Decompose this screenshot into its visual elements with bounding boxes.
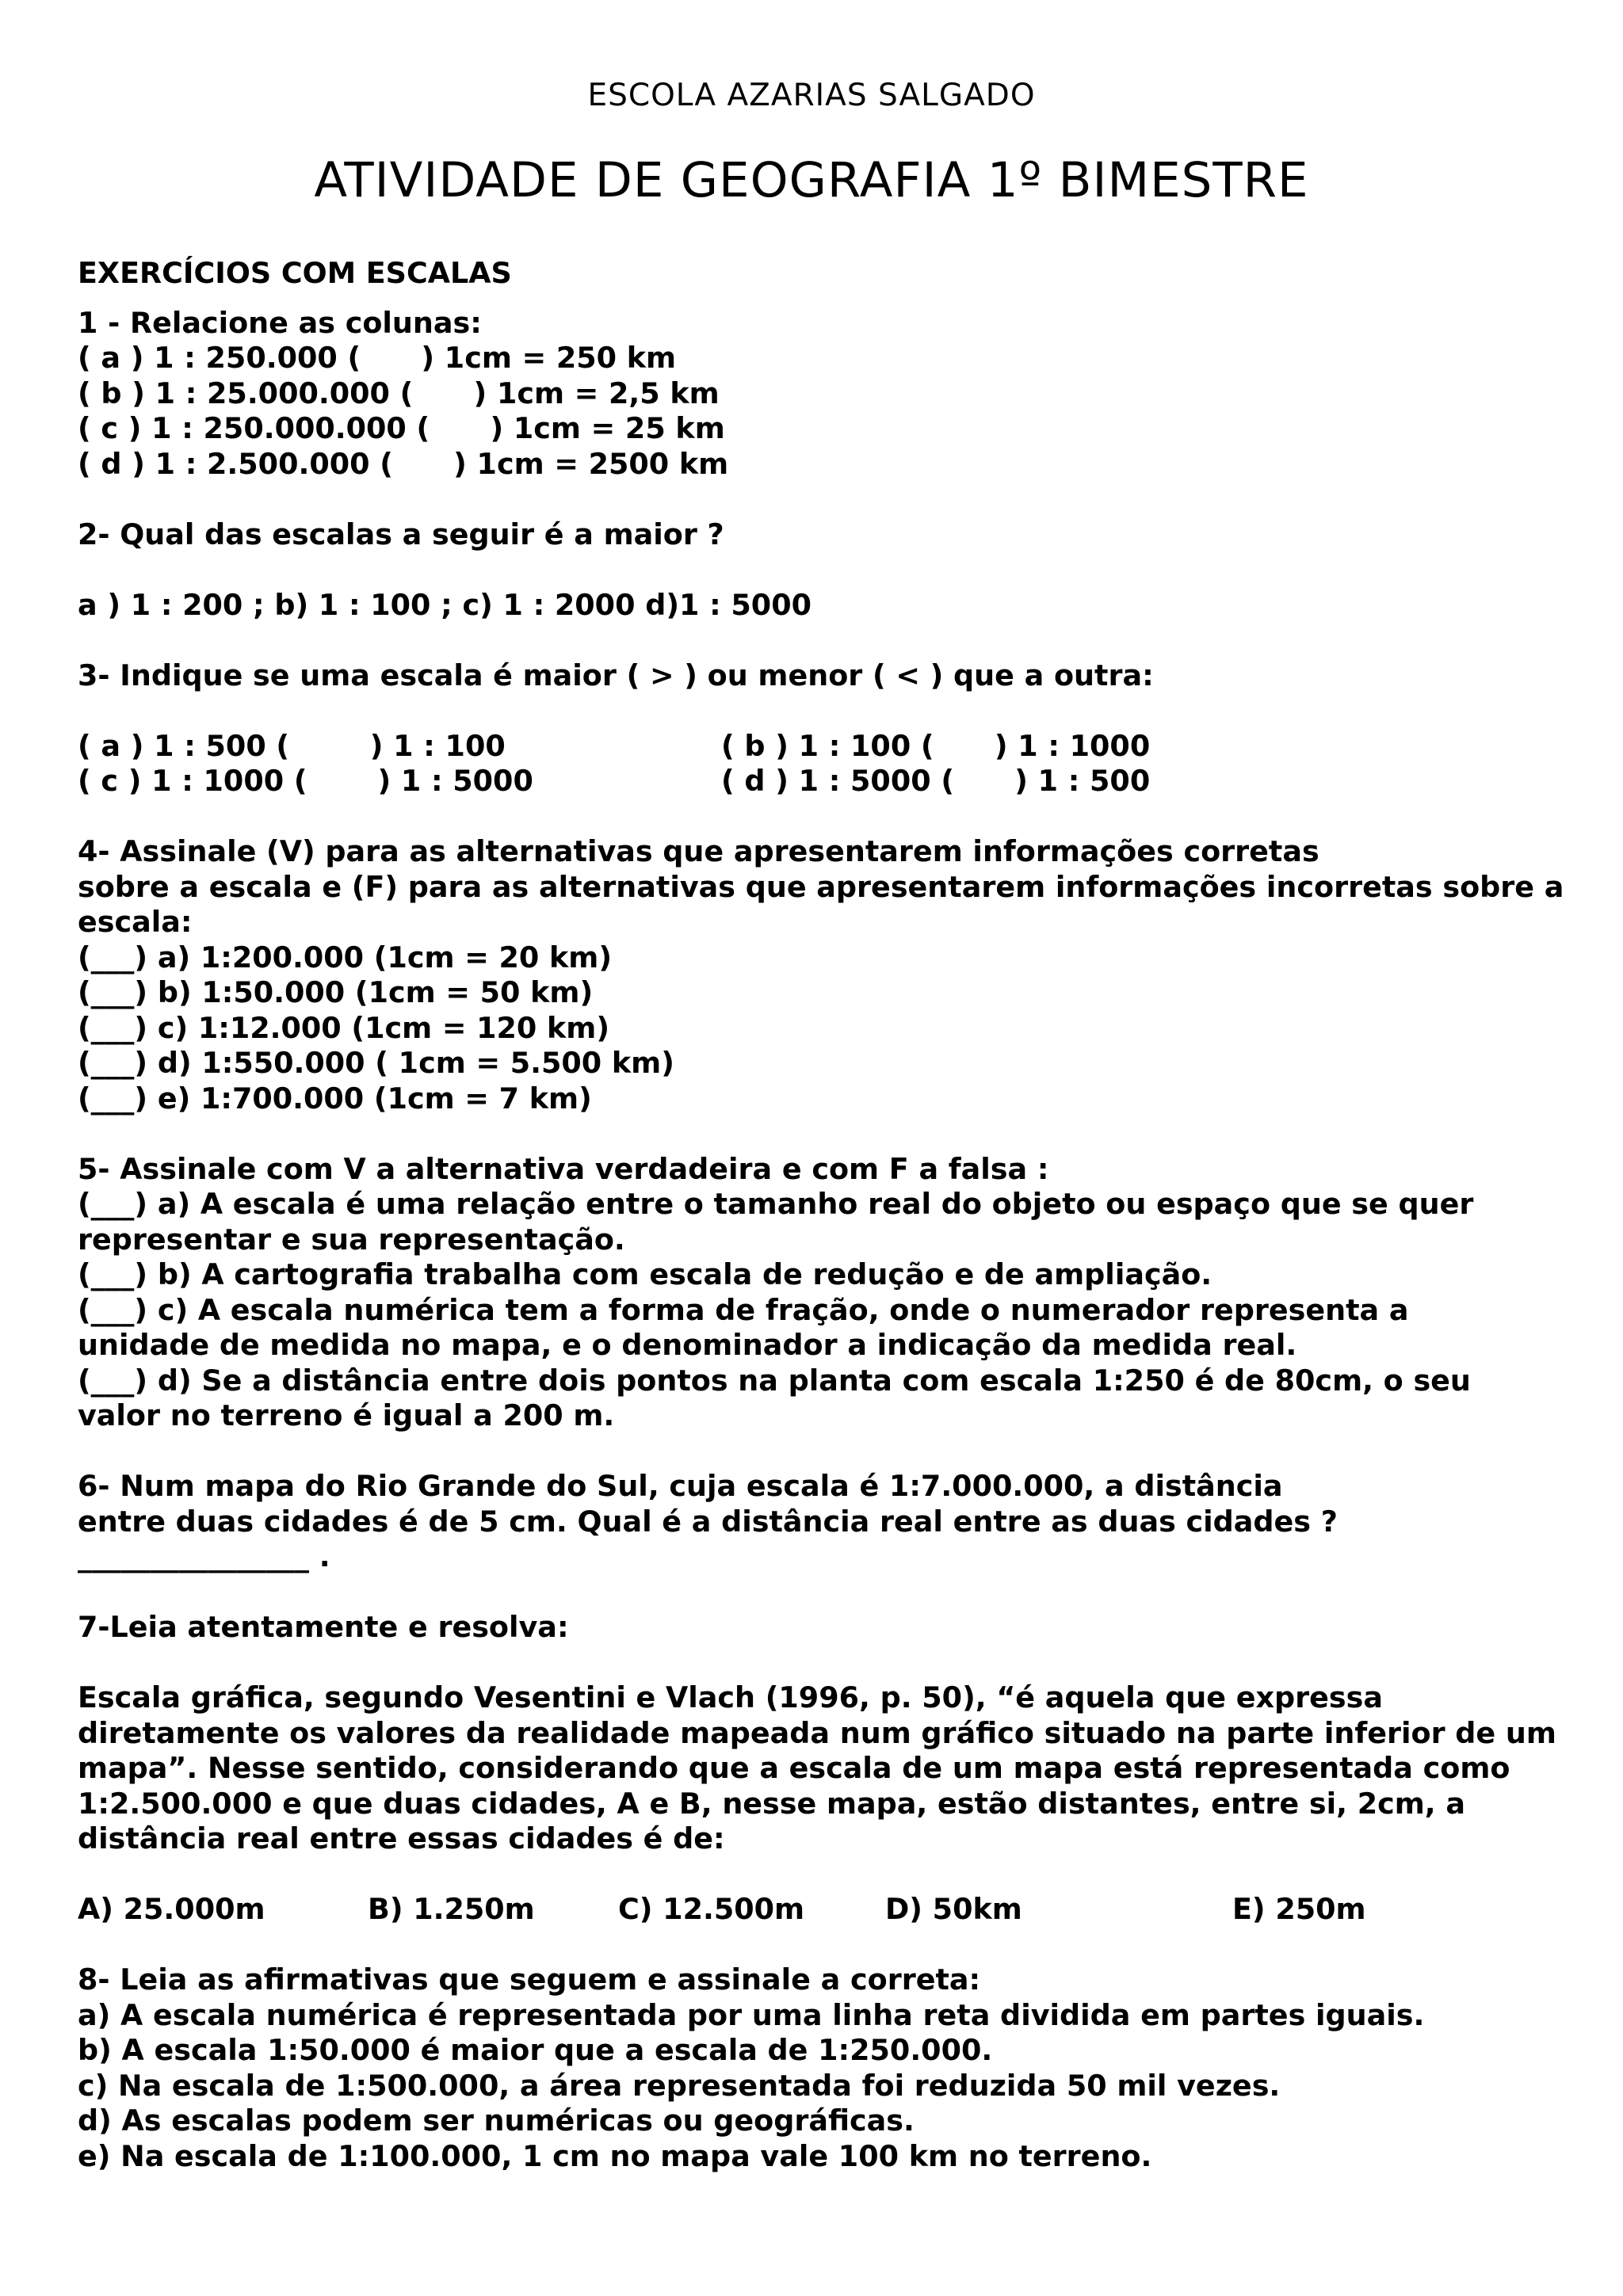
question-8-option: e) Na escala de 1:100.000, 1 cm no mapa vale 100 km no terreno. bbox=[78, 2138, 1152, 2173]
question-5-line: (___) a) A escala é uma relação entre o tamanho real do objeto ou espaço que se quer bbox=[78, 1187, 1474, 1221]
question-3-item: ( a ) 1 : 500 ( ) 1 : 100 bbox=[78, 728, 506, 763]
question-4-prompt: 4- Assinale (V) para as alternativas que apresentarem informações corretas bbox=[78, 834, 1319, 868]
question-7-text: mapa”. Nesse sentido, considerando que a escala de um mapa está representada como bbox=[78, 1751, 1510, 1785]
question-2-prompt: 2- Qual das escalas a seguir é a maior ? bbox=[78, 517, 724, 551]
question-6-line: 6- Num mapa do Rio Grande do Sul, cuja escala é 1:7.000.000, a distância bbox=[78, 1469, 1283, 1503]
page-title: ATIVIDADE DE GEOGRAFIA 1º BIMESTRE bbox=[314, 152, 1309, 208]
question-3-item: ( b ) 1 : 100 ( ) 1 : 1000 bbox=[721, 728, 1151, 763]
question-5-line: unidade de medida no mapa, e o denominador a indicação da medida real. bbox=[78, 1328, 1297, 1362]
question-8-option: a) A escala numérica é representada por uma linha reta dividida em partes iguais. bbox=[78, 1997, 1425, 2032]
question-7 bbox=[78, 1610, 1583, 1928]
question-1 bbox=[78, 306, 1583, 482]
question-6-line: entre duas cidades é de 5 cm. Qual é a distância real entre as duas cidades ? bbox=[78, 1504, 1338, 1539]
question-4-item: (___) c) 1:12.000 (1cm = 120 km) bbox=[78, 1010, 610, 1045]
question-7-option: C) 12.500m bbox=[618, 1892, 805, 1926]
question-4-item: (___) a) 1:200.000 (1cm = 20 km) bbox=[78, 940, 613, 974]
question-4-prompt: escala: bbox=[78, 905, 193, 939]
question-7-prompt: 7-Leia atentamente e resolva: bbox=[78, 1610, 569, 1644]
question-8-option: c) Na escala de 1:500.000, a área representada foi reduzida 50 mil vezes. bbox=[78, 2068, 1281, 2103]
question-1-prompt: 1 - Relacione as colunas: bbox=[78, 305, 482, 340]
question-4-item: (___) d) 1:550.000 ( 1cm = 5.500 km) bbox=[78, 1046, 674, 1080]
question-4 bbox=[78, 834, 1583, 1116]
question-2-options: a ) 1 : 200 ; b) 1 : 100 ; c) 1 : 2000 d)1 : 5000 bbox=[78, 587, 812, 622]
question-5-line: (___) b) A cartografia trabalha com escala de redução e de ampliação. bbox=[78, 1257, 1212, 1291]
question-8 bbox=[78, 1962, 1583, 2174]
question-7-option: E) 250m bbox=[1232, 1892, 1366, 1926]
question-5-line: (___) c) A escala numérica tem a forma de fração, onde o numerador representa a bbox=[78, 1292, 1409, 1327]
question-7-option: D) 50km bbox=[885, 1892, 1022, 1926]
question-7-text: diretamente os valores da realidade mapeada num gráfico situado na parte inferior de um bbox=[78, 1715, 1556, 1750]
question-7-text: 1:2.500.000 e que duas cidades, A e B, nesse mapa, estão distantes, entre si, 2cm, a bbox=[78, 1786, 1465, 1821]
question-5-line: valor no terreno é igual a 200 m. bbox=[78, 1398, 615, 1432]
question-1-line: ( a ) 1 : 250.000 ( ) 1cm = 250 km bbox=[78, 341, 677, 375]
question-6 bbox=[78, 1469, 1583, 1575]
question-2 bbox=[78, 517, 1583, 624]
question-7-text: distância real entre essas cidades é de: bbox=[78, 1821, 725, 1855]
worksheet-body bbox=[78, 256, 1583, 2174]
question-5-prompt: 5- Assinale com V a alternativa verdadeira e com F a falsa : bbox=[78, 1151, 1049, 1186]
question-3-item: ( c ) 1 : 1000 ( ) 1 : 5000 bbox=[78, 764, 533, 798]
question-8-prompt: 8- Leia as afirmativas que seguem e assinale a correta: bbox=[78, 1962, 981, 1997]
school-name: ESCOLA AZARIAS SALGADO bbox=[587, 78, 1036, 113]
question-3-item: ( d ) 1 : 5000 ( ) 1 : 500 bbox=[721, 764, 1151, 798]
question-4-prompt: sobre a escala e (F) para as alternativas que apresentarem informações incorretas sobre a bbox=[78, 869, 1564, 904]
question-5-line: (___) d) Se a distância entre dois pontos na planta com escala 1:250 é de 80cm, o seu bbox=[78, 1363, 1471, 1398]
question-5-line: representar e sua representação. bbox=[78, 1222, 625, 1257]
question-8-option: d) As escalas podem ser numéricas ou geográficas. bbox=[78, 2103, 915, 2138]
section-title: EXERCÍCIOS COM ESCALAS bbox=[78, 256, 512, 290]
question-7-text: Escala gráfica, segundo Vesentini e Vlach (1996, p. 50), “é aquela que expressa bbox=[78, 1680, 1383, 1714]
question-3-prompt: 3- Indique se uma escala é maior ( > ) ou menor ( < ) que a outra: bbox=[78, 658, 1154, 692]
question-5 bbox=[78, 1152, 1583, 1434]
answer-blank: ________________ . bbox=[78, 1539, 330, 1573]
question-3 bbox=[78, 658, 1583, 799]
question-7-option: B) 1.250m bbox=[368, 1892, 535, 1926]
question-3-row bbox=[78, 729, 1583, 765]
question-1-line: ( d ) 1 : 2.500.000 ( ) 1cm = 2500 km bbox=[78, 446, 729, 481]
question-8-option: b) A escala 1:50.000 é maior que a escala de 1:250.000. bbox=[78, 2033, 993, 2067]
question-4-item: (___) e) 1:700.000 (1cm = 7 km) bbox=[78, 1081, 592, 1116]
question-7-options bbox=[78, 1892, 1583, 1928]
question-1-line: ( b ) 1 : 25.000.000 ( ) 1cm = 2,5 km bbox=[78, 376, 720, 410]
question-7-option: A) 25.000m bbox=[78, 1892, 265, 1926]
question-1-line: ( c ) 1 : 250.000.000 ( ) 1cm = 25 km bbox=[78, 411, 725, 445]
question-4-item: (___) b) 1:50.000 (1cm = 50 km) bbox=[78, 975, 594, 1009]
question-3-row bbox=[78, 764, 1583, 799]
